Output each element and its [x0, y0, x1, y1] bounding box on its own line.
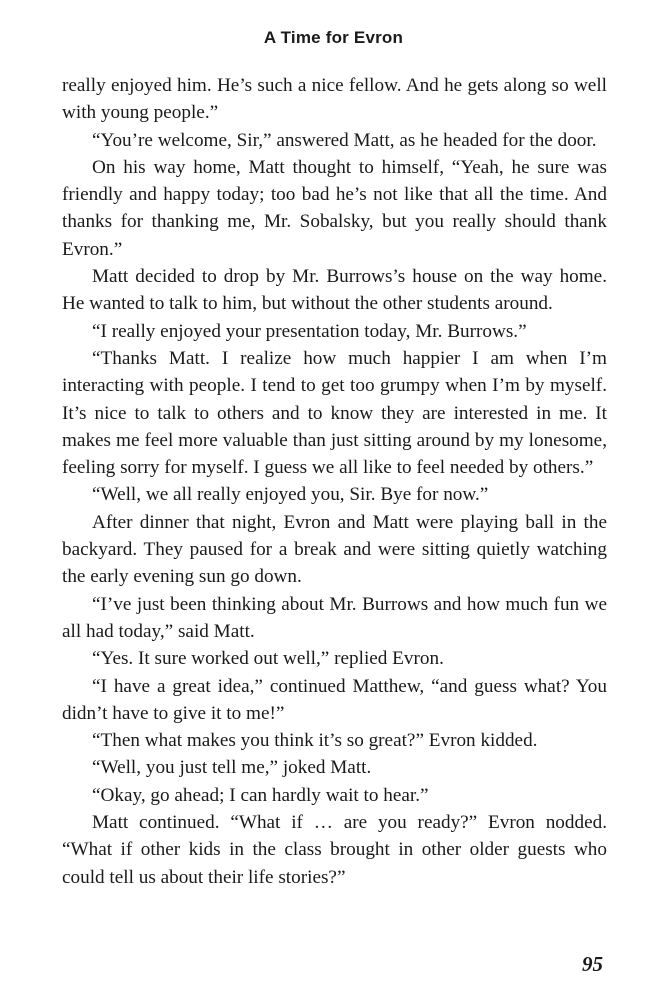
- paragraph: “Thanks Matt. I realize how much happier I am when I’m interacting with people. I tend to get too grumpy when I’m by myself. It’s nice to talk to others and to know they are interested in me. It makes me feel more valuable than just sitting around by my lonesome, feeling sorry for myself. I guess we all like to feel needed by others.”: [62, 347, 607, 479]
- paragraph: “Then what makes you think it’s so great?” Evron kidded.: [92, 730, 538, 752]
- paragraph: Matt decided to drop by Mr. Burrows’s house on the way home. He wanted to talk to him, but without the other students around.: [62, 266, 607, 315]
- paragraph: really enjoyed him. He’s such a nice fellow. And he gets along so well with young people.”: [62, 75, 607, 124]
- paragraph: “Well, we all really enjoyed you, Sir. Bye for now.”: [92, 484, 489, 506]
- paragraph: “You’re welcome, Sir,” answered Matt, as he headed for the door.: [92, 129, 597, 151]
- paragraph: After dinner that night, Evron and Matt were playing ball in the backyard. They paused for a break and were sitting quietly watching the early evening sun go down.: [62, 511, 607, 588]
- running-head: A Time for Evron: [263, 28, 404, 47]
- paragraph: “I’ve just been thinking about Mr. Burrows and how much fun we all had today,” said Matt.: [62, 593, 607, 642]
- paragraph: “I have a great idea,” continued Matthew, “and guess what? You didn’t have to give it to me!”: [62, 675, 607, 724]
- paragraph: Matt continued. “What if … are you ready?” Evron nodded. “What if other kids in the class brought in other older guests who could tell us about their life stories?”: [62, 812, 607, 888]
- paragraph: “Okay, go ahead; I can hardly wait to hear.”: [92, 784, 429, 806]
- paragraph: “Well, you just tell me,” joked Matt.: [92, 757, 372, 779]
- page-number: 95: [582, 952, 603, 976]
- paragraph: On his way home, Matt thought to himself, “Yeah, he sure was friendly and happy today; too bad he’s not like that all the time. And thanks for thanking me, Mr. Sobalsky, but you really should thank Evron.”: [62, 156, 607, 260]
- paragraph: “I really enjoyed your presentation today, Mr. Burrows.”: [92, 320, 527, 342]
- paragraph: “Yes. It sure worked out well,” replied Evron.: [92, 648, 444, 670]
- body-text: [62, 72, 607, 891]
